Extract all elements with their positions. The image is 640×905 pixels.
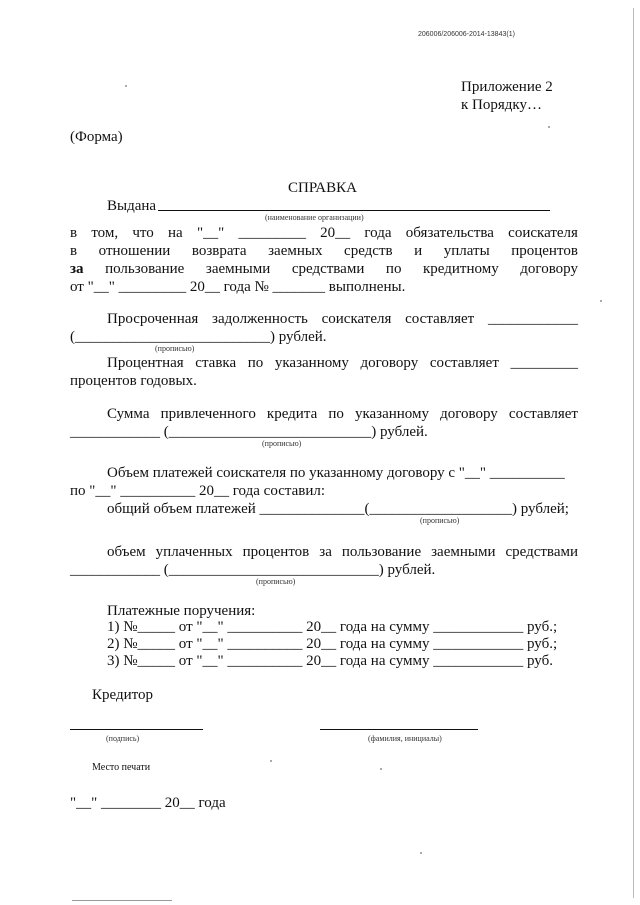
word: года bbox=[364, 225, 392, 241]
word: составляет bbox=[429, 355, 499, 371]
p5-line-3: общий объем платежей ______________(___________________) рублей; bbox=[107, 501, 569, 517]
document-title: СПРАВКА bbox=[288, 180, 357, 196]
word: заемных bbox=[268, 243, 323, 259]
word: уплаченных bbox=[155, 544, 233, 560]
word: _________ bbox=[510, 355, 578, 371]
date-line: "__" ________ 20__ года bbox=[70, 795, 226, 811]
word: ____________ bbox=[487, 311, 578, 327]
word: договору bbox=[520, 261, 578, 277]
word: договору bbox=[360, 355, 419, 371]
word: процентов bbox=[242, 544, 310, 560]
word: кредитному bbox=[423, 261, 499, 277]
issued-org-caption: (наименование организации) bbox=[265, 213, 364, 222]
footer-line bbox=[72, 900, 172, 901]
word: задолженность bbox=[212, 311, 308, 327]
word: уплаты bbox=[443, 243, 490, 259]
name-caption: (фамилия, инициалы) bbox=[368, 734, 442, 743]
word: привлеченного bbox=[160, 406, 256, 422]
appendix-line-2: к Порядку… bbox=[461, 97, 542, 113]
scan-speck bbox=[380, 768, 382, 770]
signature-caption: (подпись) bbox=[106, 734, 140, 743]
scan-speck bbox=[270, 760, 272, 762]
word: средств bbox=[344, 243, 393, 259]
appendix-line-1: Приложение 2 bbox=[461, 79, 553, 95]
word: соискателя bbox=[508, 225, 578, 241]
word: Просроченная bbox=[107, 311, 199, 327]
p4-caption: (прописью) bbox=[262, 439, 302, 448]
word: Процентная bbox=[107, 355, 184, 371]
p2-line-1 bbox=[107, 310, 578, 328]
word: договору bbox=[440, 406, 498, 422]
issued-label: Выдана bbox=[107, 198, 157, 214]
word: по bbox=[247, 355, 264, 371]
p6-line-1 bbox=[107, 543, 578, 561]
word: по bbox=[328, 406, 344, 422]
word: процентов bbox=[511, 243, 578, 259]
p2-caption: (прописью) bbox=[155, 344, 195, 353]
form-label: (Форма) bbox=[70, 129, 123, 145]
word: по bbox=[385, 261, 402, 277]
creditor-label: Кредитор bbox=[92, 687, 153, 703]
word: ставка bbox=[195, 355, 237, 371]
word: и bbox=[414, 243, 423, 259]
word: что bbox=[132, 225, 154, 241]
word: Сумма bbox=[107, 406, 150, 422]
word: заемными bbox=[205, 261, 271, 277]
word: заемными bbox=[431, 544, 496, 560]
payment-order-row-1: 1) №_____ от "__" __________ 20__ года на сумму ____________ руб.; bbox=[107, 619, 558, 635]
payment-order-row-2: 2) №_____ от "__" __________ 20__ года на сумму ____________ руб.; bbox=[107, 636, 558, 652]
word: том, bbox=[91, 225, 119, 241]
p3-line-1 bbox=[107, 354, 578, 372]
p1-line-4: от "__" _________ 20__ года № _______ выполнены. bbox=[70, 279, 406, 295]
p3-line-2: процентов годовых. bbox=[70, 373, 197, 389]
payment-order-row-3: 3) №_____ от "__" __________ 20__ года на сумму ____________ руб. bbox=[107, 653, 553, 669]
word: составляет bbox=[508, 406, 578, 422]
page-edge bbox=[633, 8, 634, 898]
issued-org-line bbox=[158, 210, 550, 211]
word: на bbox=[168, 225, 183, 241]
word: "__" bbox=[196, 225, 225, 241]
p5-caption: (прописью) bbox=[420, 516, 460, 525]
p4-line-2: ____________ (___________________________) рублей. bbox=[70, 424, 428, 440]
p1-line-3 bbox=[70, 260, 578, 278]
scan-speck bbox=[600, 300, 602, 302]
word: 20__ bbox=[320, 225, 351, 241]
stamp-place-label: Место печати bbox=[92, 762, 151, 773]
signature-line bbox=[70, 729, 203, 730]
word: составляет bbox=[405, 311, 475, 327]
word: отношении bbox=[98, 243, 171, 259]
p2-line-2: (__________________________) рублей. bbox=[70, 329, 327, 345]
word: _________ bbox=[238, 225, 306, 241]
payment-orders-title: Платежные поручения: bbox=[107, 603, 256, 619]
word: средствами bbox=[291, 261, 365, 277]
word: соискателя bbox=[321, 311, 392, 327]
word: указанному bbox=[274, 355, 349, 371]
p1-line-2 bbox=[70, 242, 578, 260]
p6-caption: (прописью) bbox=[256, 577, 296, 586]
p5-line-1: Объем платежей соискателя по указанному договору с "__" __________ bbox=[107, 465, 565, 481]
word: за bbox=[70, 261, 84, 277]
name-line bbox=[320, 729, 478, 730]
document-code: 206006/206006-2014-13843(1) bbox=[418, 31, 515, 38]
p5-line-2: по "__" __________ 20__ года составил: bbox=[70, 483, 326, 499]
word: за bbox=[319, 544, 332, 560]
p4-line-1 bbox=[107, 405, 578, 423]
scan-speck bbox=[125, 85, 127, 87]
word: пользование bbox=[105, 261, 185, 277]
word: в bbox=[70, 225, 78, 241]
word: кредита bbox=[266, 406, 318, 422]
p1-line-1 bbox=[70, 224, 578, 242]
p6-line-2: ____________ (____________________________) рублей. bbox=[70, 562, 436, 578]
word: в bbox=[70, 243, 78, 259]
word: объем bbox=[107, 544, 146, 560]
scan-speck bbox=[420, 852, 422, 854]
word: возврата bbox=[191, 243, 247, 259]
word: обязательства bbox=[405, 225, 494, 241]
word: пользование bbox=[341, 544, 422, 560]
word: средствами bbox=[505, 544, 578, 560]
scan-speck bbox=[548, 126, 550, 128]
word: указанному bbox=[354, 406, 430, 422]
